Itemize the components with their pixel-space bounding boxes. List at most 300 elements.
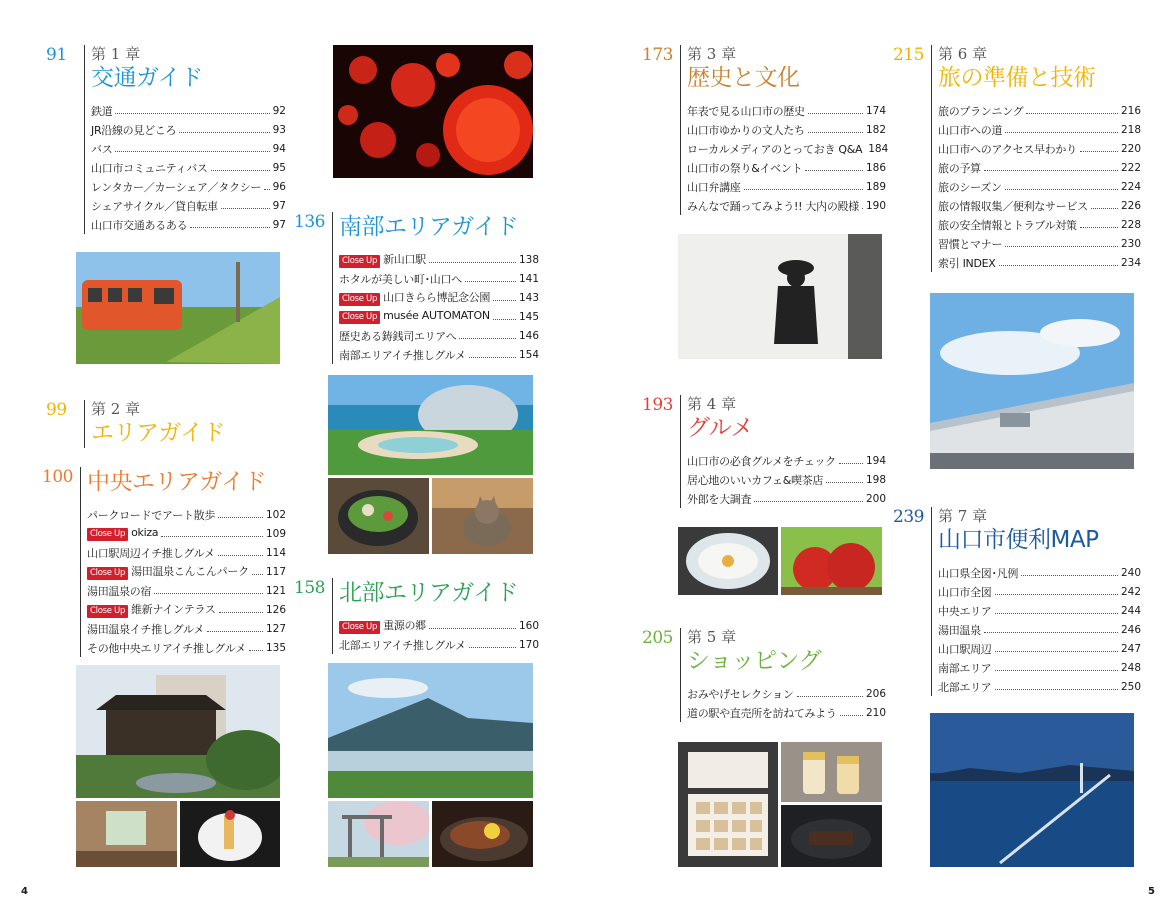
toc-entry-text: 新山口駅 <box>383 253 426 266</box>
toc-entry-text: 中央エリア <box>938 604 992 618</box>
toc-entry-title <box>938 255 996 271</box>
toc-page-number: 228 <box>1120 218 1141 231</box>
dot-leader <box>218 555 263 556</box>
toc-entry-title <box>339 617 426 634</box>
toc-entry-title <box>687 179 741 195</box>
toc-entry-title <box>87 601 216 618</box>
toc-entry-text: ホタルが美しい町･山口へ <box>339 272 462 286</box>
sweets-box-photo <box>678 742 778 867</box>
toc-list <box>938 563 1141 696</box>
close-up-badge: Close Up <box>339 293 380 306</box>
toc-entry-text: 湯田温泉 <box>938 623 981 637</box>
dot-leader <box>1080 151 1118 152</box>
chapter-title: 北部エリアガイド <box>339 580 519 606</box>
toc-page-number: 216 <box>1120 104 1141 117</box>
toc-list <box>339 616 539 654</box>
toc-entry[interactable] <box>938 196 1141 215</box>
chapter-start-page: 136 <box>294 212 325 232</box>
toc-entry-text: 旅の安全情報とトラブル対策 <box>938 218 1077 232</box>
chapter-start-page: 99 <box>46 400 67 420</box>
dot-leader <box>429 262 516 263</box>
dot-leader <box>744 189 863 190</box>
chapter-title: 南部エリアガイド <box>339 214 519 240</box>
toc-entry[interactable] <box>87 581 286 600</box>
dot-leader <box>984 632 1118 633</box>
dot-leader <box>429 628 516 629</box>
toc-page-number: 222 <box>1120 161 1141 174</box>
toc-page-number: 220 <box>1120 142 1141 155</box>
toc-entry-title <box>938 217 1077 233</box>
toc-page-number: 198 <box>865 473 886 486</box>
toc-entry[interactable] <box>87 524 286 543</box>
toc-entry-title <box>91 179 261 195</box>
dot-leader <box>211 170 270 171</box>
dot-leader <box>115 113 269 114</box>
toc-entry-text: 山口駅周辺イチ推しグルメ <box>87 546 215 560</box>
dot-leader <box>219 612 263 613</box>
chocolate-plate-photo <box>781 805 882 867</box>
toc-page-number: 97 <box>272 199 286 212</box>
toc-entry[interactable] <box>938 215 1141 234</box>
toc-entry-title <box>938 622 981 638</box>
chapter-body <box>84 45 286 234</box>
toc-page-number: 184 <box>868 142 889 155</box>
chapter-body <box>332 578 539 654</box>
toc-entry-text: 外郎を大調査 <box>687 492 752 506</box>
toc-entry[interactable] <box>91 139 286 158</box>
toc-entry[interactable] <box>91 196 286 215</box>
toc-entry-title <box>91 160 208 176</box>
dot-leader <box>469 647 516 648</box>
toc-entry-title <box>339 347 466 363</box>
toc-entry-title <box>91 122 176 138</box>
toc-page-number: 248 <box>1120 661 1141 674</box>
dot-leader <box>207 631 263 632</box>
salad-dish-photo <box>328 478 429 554</box>
seaside-dome-park-photo <box>328 375 533 475</box>
toc-page-number: 117 <box>265 565 286 578</box>
toc-entry-text: 鉄道 <box>91 104 113 118</box>
dot-leader <box>161 536 263 537</box>
shin-yamaguchi-station-photo <box>930 293 1134 469</box>
dot-leader <box>465 281 516 282</box>
plated-dessert-photo <box>180 801 280 867</box>
toc-entry[interactable] <box>339 250 539 269</box>
toc-entry-text: 湯田温泉の宿 <box>87 584 152 598</box>
toc-entry-text: おみやげセレクション <box>687 687 794 701</box>
toc-entry-title <box>687 160 802 176</box>
toc-entry-title <box>938 584 992 600</box>
toc-entry-text: 山口市全図 <box>938 585 992 599</box>
toc-page-number: 109 <box>265 527 286 540</box>
chapter-start-page: 215 <box>893 45 924 65</box>
toc-entry[interactable] <box>339 307 539 326</box>
toc-entry-text: みんなで踊ってみよう!! 大内の殿様 <box>687 199 859 213</box>
toc-entry-text: musée AUTOMATON <box>383 309 490 322</box>
toc-entry[interactable] <box>91 120 286 139</box>
dot-leader <box>154 593 263 594</box>
close-up-badge: Close Up <box>339 311 380 324</box>
toc-entry[interactable] <box>91 101 286 120</box>
dot-leader <box>221 208 270 209</box>
pudding-jars-photo <box>781 742 882 802</box>
dot-leader <box>754 501 863 502</box>
toc-page-number: 246 <box>1120 623 1141 636</box>
dot-leader <box>797 696 863 697</box>
toc-entry[interactable] <box>91 177 286 196</box>
chapter-start-page: 100 <box>42 467 73 487</box>
toc-page-number: 121 <box>265 584 286 597</box>
dot-leader <box>808 132 863 133</box>
toc-entry-title <box>339 328 456 344</box>
toc-entry-title <box>938 122 1002 138</box>
toc-entry-text: 索引 INDEX <box>938 256 996 270</box>
dot-leader <box>249 650 263 651</box>
toc-entry-title <box>87 526 158 541</box>
toc-entry[interactable] <box>87 638 286 657</box>
toc-page-number: 247 <box>1120 642 1141 655</box>
toc-page-number: 194 <box>865 454 886 467</box>
toc-entry[interactable] <box>339 326 539 345</box>
toc-entry-text: シェアサイクル／貸自転車 <box>91 199 218 213</box>
toc-page-number: 189 <box>865 180 886 193</box>
dot-leader <box>995 613 1118 614</box>
toc-entry[interactable] <box>91 215 286 234</box>
chapter-start-page: 158 <box>294 578 325 598</box>
toc-entry[interactable] <box>938 253 1141 272</box>
dot-leader <box>1005 189 1118 190</box>
folio-right: 5 <box>1148 886 1155 897</box>
dot-leader <box>995 594 1118 595</box>
toc-entry[interactable] <box>687 489 886 508</box>
toc-entry-text: 南部エリア <box>938 661 992 675</box>
toc-entry[interactable] <box>91 158 286 177</box>
dot-leader <box>995 689 1118 690</box>
dot-leader <box>1005 132 1118 133</box>
chapter-label: 第 4 章 <box>687 395 737 413</box>
toc-page-number: 143 <box>518 291 539 304</box>
toc-entry-text: 歴史ある鋳銭司エリアへ <box>339 329 457 343</box>
toc-entry-title <box>687 472 823 488</box>
toc-entry-title <box>938 103 1023 119</box>
chapter-title: 山口市便利MAP <box>938 527 1099 553</box>
toc-entry-title <box>938 603 992 619</box>
chapter-body <box>931 45 1141 272</box>
fugu-sashimi-photo <box>678 527 778 595</box>
toc-page-number: 206 <box>865 687 886 700</box>
close-up-badge: Close Up <box>87 605 128 618</box>
toc-entry-text: 山口きらら博記念公園 <box>383 291 491 304</box>
toc-page-number: 95 <box>272 161 286 174</box>
toc-page-number: 146 <box>518 329 539 342</box>
toc-entry-text: ローカルメディアのとっておき Q&A <box>687 142 863 156</box>
toc-entry-text: okiza <box>131 526 159 539</box>
toc-entry-title <box>87 583 151 599</box>
toc-page-number: 102 <box>265 508 286 521</box>
toc-page-number: 114 <box>265 546 286 559</box>
toc-entry-title <box>87 507 215 523</box>
toc-entry-title <box>339 309 490 324</box>
toc-entry-title <box>687 198 859 214</box>
toc-page-number: 234 <box>1120 256 1141 269</box>
toc-entry-text: 山口駅周辺 <box>938 642 992 656</box>
dot-leader <box>252 574 263 575</box>
toc-entry-text: 山口市の祭り&イベント <box>687 161 803 175</box>
toc-entry[interactable] <box>687 196 886 215</box>
toc-entry[interactable] <box>687 684 886 703</box>
toc-entry-text: 湯田温泉イチ推しグルメ <box>87 622 205 636</box>
toc-entry-title <box>938 641 992 657</box>
dot-leader <box>179 132 269 133</box>
toc-entry-title <box>87 621 204 637</box>
cat-photo <box>432 478 533 554</box>
dot-leader <box>469 357 516 358</box>
toc-page-number: 93 <box>272 123 286 136</box>
chapter-body <box>680 628 886 722</box>
toc-list <box>687 684 886 722</box>
dot-leader <box>1005 246 1118 247</box>
dot-leader <box>984 170 1118 171</box>
close-up-badge: Close Up <box>87 567 128 580</box>
chapter-title: ショッピング <box>687 648 822 674</box>
toc-page-number: 200 <box>865 492 886 505</box>
toc-entry-title <box>938 179 1002 195</box>
dot-leader <box>493 300 516 301</box>
toc-entry-title <box>687 453 836 469</box>
dot-leader <box>459 338 515 339</box>
toc-entry[interactable] <box>687 101 886 120</box>
toc-page-number: 190 <box>865 199 886 212</box>
toc-entry-text: 年表で見る山口市の歴史 <box>687 104 805 118</box>
red-lanterns-photo <box>333 45 533 178</box>
toc-entry-text: 重源の郷 <box>383 619 426 632</box>
toc-entry-title <box>938 141 1077 157</box>
toc-entry[interactable] <box>938 601 1141 620</box>
dot-leader <box>839 463 863 464</box>
toc-entry[interactable] <box>938 177 1141 196</box>
toc-page-number: 244 <box>1120 604 1141 617</box>
toc-entry[interactable] <box>938 563 1141 582</box>
dot-leader <box>995 670 1118 671</box>
toc-page-number: 170 <box>518 638 539 651</box>
toc-entry-text: 習慣とマナー <box>938 237 1003 251</box>
dot-leader <box>264 189 270 190</box>
toc-page-number: 127 <box>265 622 286 635</box>
toc-entry[interactable] <box>87 562 286 581</box>
toc-page-number: 174 <box>865 104 886 117</box>
toc-page-number: 94 <box>272 142 286 155</box>
toc-entry[interactable] <box>938 582 1141 601</box>
dot-leader <box>862 208 863 209</box>
toc-page-number: 242 <box>1120 585 1141 598</box>
toc-entry[interactable] <box>687 703 886 722</box>
toc-entry[interactable] <box>339 269 539 288</box>
chapter-title: エリアガイド <box>91 420 226 446</box>
toc-list <box>938 101 1141 272</box>
toc-entry[interactable] <box>938 139 1141 158</box>
toc-page-number: 230 <box>1120 237 1141 250</box>
dot-leader <box>826 482 863 483</box>
toc-page-number: 154 <box>518 348 539 361</box>
toc-page-number: 141 <box>518 272 539 285</box>
toc-entry[interactable] <box>687 139 889 158</box>
dot-leader <box>808 113 863 114</box>
chapter-start-page: 91 <box>46 45 67 65</box>
dot-leader <box>493 319 516 320</box>
chapter-label: 第 2 章 <box>91 400 141 418</box>
chapter-label: 第 6 章 <box>938 45 988 63</box>
toc-entry-title <box>91 198 218 214</box>
toc-page-number: 218 <box>1120 123 1141 136</box>
chapter-body <box>84 400 286 448</box>
toc-entry[interactable] <box>87 619 286 638</box>
toc-entry-title <box>91 217 187 233</box>
toc-entry-title <box>687 122 805 138</box>
toc-entry[interactable] <box>339 288 539 307</box>
toc-entry[interactable] <box>687 158 886 177</box>
toc-page-number: 96 <box>272 180 286 193</box>
chapter-body <box>680 395 886 508</box>
close-up-badge: Close Up <box>339 621 380 634</box>
toc-entry-title <box>339 251 426 268</box>
toc-page-number: 160 <box>518 619 539 632</box>
chapter-label: 第 7 章 <box>938 507 988 525</box>
monk-silhouette-exhibit-photo <box>678 234 882 359</box>
toc-entry-title <box>687 491 751 507</box>
toc-list <box>91 101 286 234</box>
toc-list <box>339 250 539 364</box>
toc-entry[interactable] <box>687 470 886 489</box>
toc-entry[interactable] <box>87 543 286 562</box>
toc-page-number: 226 <box>1120 199 1141 212</box>
dot-leader <box>840 715 863 716</box>
toc-entry-title <box>339 637 466 653</box>
toc-entry-text: 北部エリア <box>938 680 992 694</box>
toc-entry-title <box>938 679 992 695</box>
toc-entry-text: 山口市ゆかりの文人たち <box>687 123 805 137</box>
toc-list <box>87 505 286 657</box>
sizzling-steak-photo <box>432 801 533 867</box>
toc-entry-text: 旅の情報収集／便利なサービス <box>938 199 1088 213</box>
toc-entry-text: 山口市交通あるある <box>91 218 188 232</box>
toc-entry[interactable] <box>687 120 886 139</box>
toc-entry-text: その他中央エリアイチ推しグルメ <box>87 641 246 655</box>
dot-leader <box>1080 227 1118 228</box>
toc-page-number: 138 <box>518 253 539 266</box>
mountain-landscape-photo <box>328 663 533 798</box>
bridge-seascape-photo <box>930 713 1134 867</box>
toc-entry-text: 居心地のいいカフェ&喫茶店 <box>687 473 824 487</box>
toc-entry-title <box>938 160 981 176</box>
dot-leader <box>999 265 1118 266</box>
toc-entry-text: 道の駅や直売所を訪ねてみよう <box>687 706 837 720</box>
chapter-body <box>332 212 539 364</box>
toc-entry-title <box>91 141 112 157</box>
toc-entry-title <box>91 103 112 119</box>
folio-left: 4 <box>21 886 28 897</box>
japanese-inn-photo <box>76 665 280 798</box>
toc-entry[interactable] <box>687 451 886 470</box>
toc-page-number: 92 <box>272 104 286 117</box>
chapter-label: 第 1 章 <box>91 45 141 63</box>
toc-page-number: 135 <box>265 641 286 654</box>
toc-entry[interactable] <box>938 120 1141 139</box>
toc-page-number: 145 <box>518 310 539 323</box>
toc-page-number: 97 <box>272 218 286 231</box>
toc-entry-title <box>339 271 462 287</box>
toc-entry-title <box>938 660 992 676</box>
cafe-interior-photo <box>76 801 177 867</box>
toc-entry[interactable] <box>339 635 539 654</box>
toc-entry-title <box>938 198 1088 214</box>
toc-entry[interactable] <box>938 658 1141 677</box>
toc-page-number: 186 <box>865 161 886 174</box>
toc-entry[interactable] <box>87 505 286 524</box>
toc-entry[interactable] <box>938 158 1141 177</box>
toc-entry-text: 維新ナインテラス <box>131 603 216 616</box>
toc-entry-title <box>687 103 805 119</box>
toc-page-number: 182 <box>865 123 886 136</box>
close-up-badge: Close Up <box>87 528 128 541</box>
toc-page-number: 126 <box>265 603 286 616</box>
cherry-blossom-torii-photo <box>328 801 429 867</box>
chapter-title: 中央エリアガイド <box>87 469 267 495</box>
toc-entry-text: 山口市への道 <box>938 123 1003 137</box>
toc-entry[interactable] <box>938 620 1141 639</box>
toc-entry-title <box>87 640 246 656</box>
chapter-title: 交通ガイド <box>91 65 203 91</box>
chapter-title: グルメ <box>687 415 754 441</box>
toc-entry-text: 山口弁講座 <box>687 180 741 194</box>
toc-entry[interactable] <box>938 234 1141 253</box>
toc-entry[interactable] <box>339 616 539 635</box>
chapter-start-page: 239 <box>893 507 924 527</box>
toc-entry[interactable] <box>938 101 1141 120</box>
toc-entry-text: 旅のプランニング <box>938 104 1024 118</box>
toc-entry-text: 旅のシーズン <box>938 180 1002 194</box>
toc-entry[interactable] <box>687 177 886 196</box>
toc-entry-title <box>687 705 837 721</box>
toc-page-number: 250 <box>1120 680 1141 693</box>
toc-entry-title <box>938 565 1018 581</box>
chapter-body <box>931 507 1141 696</box>
chapter-start-page: 193 <box>642 395 673 415</box>
toc-entry-text: JR沿線の見どころ <box>91 123 177 137</box>
orange-train-photo <box>76 252 280 364</box>
dot-leader <box>805 170 863 171</box>
toc-page-number: 210 <box>865 706 886 719</box>
toc-entry-text: 山口市へのアクセス早わかり <box>938 142 1077 156</box>
toc-entry-title <box>87 563 249 580</box>
toc-entry-title <box>339 289 490 306</box>
toc-list <box>687 101 889 215</box>
toc-entry-text: 山口市コミュニティバス <box>91 161 208 175</box>
toc-entry[interactable] <box>87 600 286 619</box>
toc-entry-text: 湯田温泉こんこんパーク <box>131 565 249 578</box>
chapter-label: 第 5 章 <box>687 628 737 646</box>
toc-entry[interactable] <box>339 345 539 364</box>
toc-entry-text: バス <box>91 142 113 156</box>
toc-entry-text: 山口県全図･凡例 <box>938 566 1019 580</box>
dot-leader <box>995 651 1118 652</box>
toc-entry[interactable] <box>938 677 1141 696</box>
chapter-start-page: 205 <box>642 628 673 648</box>
toc-list <box>687 451 886 508</box>
chapter-label: 第 3 章 <box>687 45 737 63</box>
chapter-start-page: 173 <box>642 45 673 65</box>
toc-entry[interactable] <box>938 639 1141 658</box>
dot-leader <box>1021 575 1118 576</box>
